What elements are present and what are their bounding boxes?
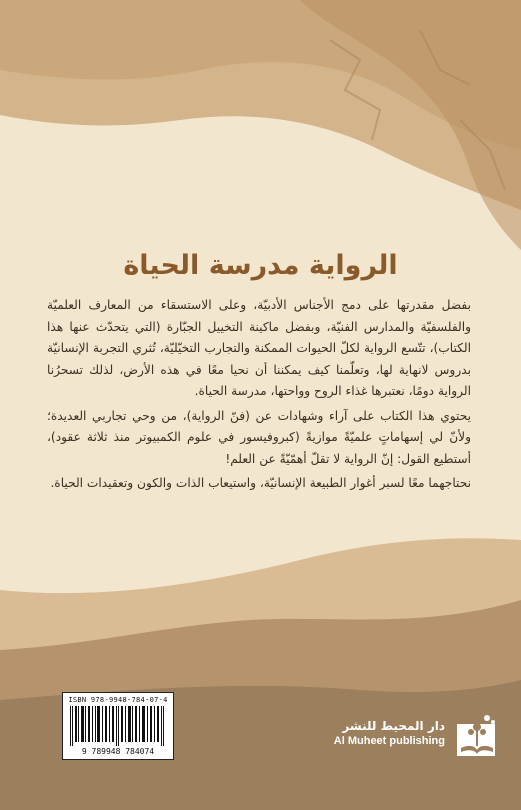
isbn-label: ISBN 978-9948-784-07-4: [68, 696, 168, 704]
open-book-tree-icon: [455, 712, 499, 758]
blurb-paragraph: بفضل مقدرتها على دمج الأجناس الأدبيّة، وعلى الاستسقاء من المعارف العلميّة والفلسفيّة والمدارس الفنيّة، وبفضل ماكينة التخييل الجبّارة (التي يتحدّث عنها هذا الكتاب)، تتّسع الرواية لكلّ الحيوات الممكنة والتجارب التخيّليّة، تُثري التجربة الإنسانيّة بدروس لانهاية لها، وتعلّمنا كيف يمكننا أن نحيا معًا في هذه الأرض، لذلك تسحرُنا الرواية دومًا، نعتبرها غذاء الروح وواحتها، مدرسة الحياة.: [47, 298, 471, 398]
publisher-name-english: Al Muheet publishing: [333, 735, 445, 747]
blurb-paragraph: نحتاجهما معًا لسبر أغوار الطبيعة الإنسانيّة، واستيعاب الذات والكون وتعقيدات الحياة.: [50, 476, 471, 490]
barcode-digits: 9 789948 784074: [81, 747, 155, 756]
book-title: الرواية مدرسة الحياة: [123, 250, 398, 281]
blurb-paragraph: يحتوي هذا الكتاب على آراء وشهادات عن (فنّ الرواية)، من وحي تجاربي العديدة؛ ولأنّ لي إسهاماتٍ علميّةً موازيةً (كبروفيسور في علوم الكمبيوتر منذ ثلاثة عقود)، أستطيع القول: إنّ الرواية لا تقلّ أهمّيّةً عن العلم!: [47, 408, 471, 466]
publisher-name-arabic: دار المحيط للنشر: [342, 719, 445, 733]
blurb: [47, 295, 471, 498]
isbn-barcode: [62, 692, 174, 760]
barcode-bars-icon: [68, 706, 168, 746]
publisher-name: [334, 718, 445, 748]
